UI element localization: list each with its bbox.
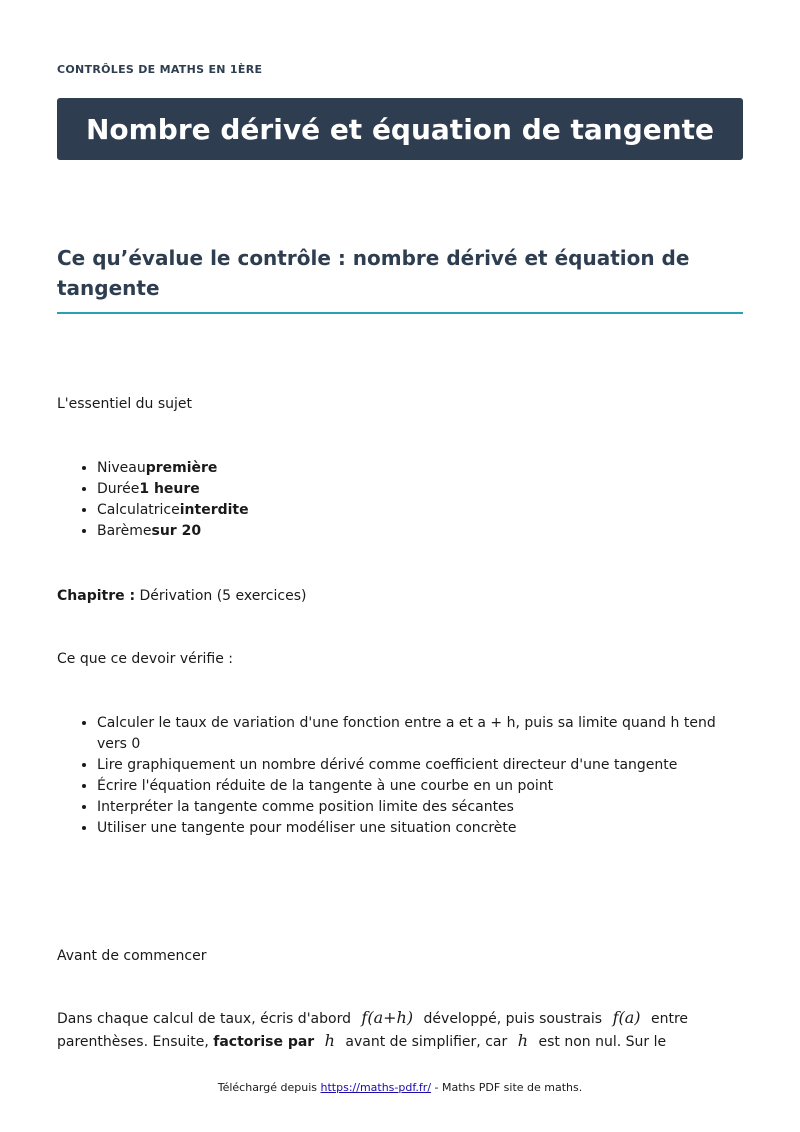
- avant-paragraph: [57, 1007, 697, 1053]
- footer-prefix: Téléchargé depuis: [217, 1081, 318, 1094]
- avant-bold: factorise par: [213, 1034, 315, 1050]
- list-item: [97, 458, 743, 479]
- item-value: 1 heure: [139, 481, 200, 497]
- chapitre-value: Dérivation (5 exercices): [139, 588, 307, 604]
- avant-heading: Avant de commencer: [57, 948, 207, 964]
- list-item: • Interpréter la tangente comme position limite des sécantes: [97, 797, 743, 818]
- footer-link[interactable]: https://maths-pdf.fr/: [320, 1081, 432, 1094]
- chapitre-line: [57, 586, 306, 607]
- item-value: première: [145, 460, 218, 476]
- math-expression: f(a): [612, 1008, 641, 1027]
- page-footer: [0, 1081, 800, 1094]
- chapitre-label: Chapitre :: [57, 588, 136, 604]
- math-expression: f(a+h): [361, 1008, 414, 1027]
- verifie-list: [57, 713, 743, 839]
- math-expression: h: [324, 1031, 335, 1050]
- essentiel-heading: L'essentiel du sujet: [57, 396, 193, 412]
- list-item: • Utiliser une tangente pour modéliser une situation concrète: [97, 818, 743, 839]
- item-label: Durée: [97, 481, 140, 497]
- page-kicker: CONTRÔLES DE MATHS EN 1ÈRE: [57, 63, 263, 76]
- list-item: • Écrire l'équation réduite de la tangente à une courbe en un point: [97, 776, 743, 797]
- avant-text: développé, puis soustrais: [423, 1011, 603, 1027]
- item-label: Barème: [97, 523, 152, 539]
- avant-text: entre parenthèses. Ensuite,: [57, 1011, 689, 1050]
- list-item: • Calculer le taux de variation d'une fonction entre a et a + h, puis sa limite quand h tend vers 0: [97, 713, 743, 755]
- page-title: Nombre dérivé et équation de tangente: [85, 112, 715, 146]
- item-label: Calculatrice: [97, 502, 180, 518]
- section-title: Ce qu’évalue le contrôle : nombre dérivé et équation de tangente: [57, 243, 743, 314]
- item-value: sur 20: [151, 523, 202, 539]
- item-value: interdite: [179, 502, 249, 518]
- avant-text: Dans chaque calcul de taux, écris d'abord: [57, 1011, 351, 1027]
- title-banner: [57, 98, 743, 160]
- list-item: [97, 479, 743, 500]
- list-item: • Lire graphiquement un nombre dérivé comme coefficient directeur d'une tangente: [97, 755, 743, 776]
- essentiel-list: [57, 458, 743, 542]
- list-item: [97, 521, 743, 542]
- footer-suffix: - Maths PDF site de maths.: [434, 1081, 583, 1094]
- math-expression: h: [517, 1031, 529, 1050]
- avant-text: est non nul. Sur le: [538, 1034, 667, 1050]
- list-item: [97, 500, 743, 521]
- item-label: Niveau: [97, 460, 146, 476]
- avant-text: avant de simplifier, car: [345, 1034, 508, 1050]
- verifie-heading: Ce que ce devoir vérifie :: [57, 651, 234, 667]
